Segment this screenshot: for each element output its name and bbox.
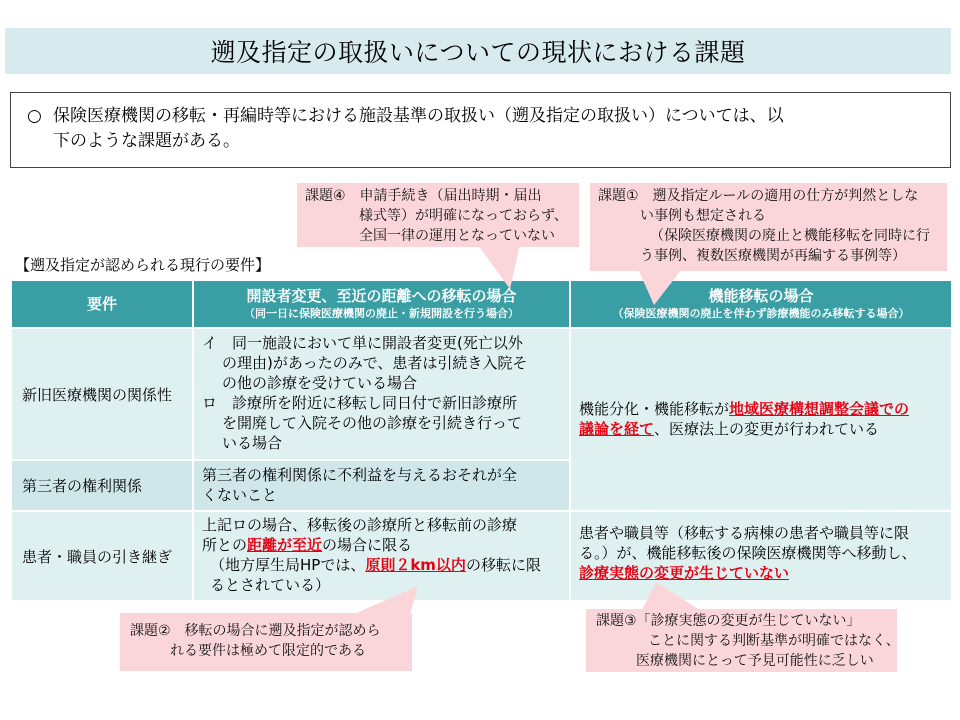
relationship-i-line-3: の他の診療を受けている場合	[222, 374, 418, 392]
row-label-third-party: 第三者の権利関係	[12, 461, 192, 510]
handover-line-1: 上記ロの場合、移転後の診療所と移転前の診療	[202, 516, 518, 534]
handover-line-4: るとされている）	[210, 576, 331, 594]
func-handover-line-1: 患者や職員等（移転する病棟の患者や職員等に限	[579, 524, 910, 542]
cell-third-party-owner-change	[194, 461, 569, 510]
relationship-i-line-1: イ 同一施設において単に開設者変更(死亡以外	[202, 334, 523, 352]
intro-line-2: 下のような課題がある。	[53, 131, 240, 151]
handover-line-3-a: （地方厚生局HPでは、	[210, 556, 366, 574]
callout-issue-3	[586, 609, 900, 672]
third-party-line-2: くないこと	[202, 486, 278, 504]
handover-line-2-b: の場合に限る	[322, 536, 413, 554]
cell-function-transfer-relationship	[571, 329, 951, 510]
callout-1-line-2: い事例も想定される	[640, 208, 766, 224]
callout-3-line-2: ことに関する判断基準が明確ではなく、	[648, 633, 900, 649]
callout-issue-4	[297, 183, 579, 247]
handover-emphasis-2km: 原則２km以内	[365, 556, 466, 574]
callout-4-tail	[470, 245, 530, 291]
header-function-transfer	[571, 281, 951, 327]
callout-1-line-4: う事例、複数医療機関が再編する事例等）	[640, 248, 906, 264]
func-emphasis-no-change: 診療実態の変更が生じていない	[579, 564, 790, 582]
handover-emphasis-distance: 距離が至近	[247, 536, 323, 554]
row-label-relationship: 新旧医療機関の関係性	[12, 329, 192, 459]
callout-2-line-2: れる要件は極めて限定的である	[170, 643, 366, 659]
header-requirement: 要件	[12, 281, 192, 327]
relationship-ro-line-1: ロ 診療所を附近に移転し同日付で新旧診療所	[202, 394, 518, 412]
callout-1-tail	[632, 269, 692, 307]
callout-3-tail	[640, 582, 710, 612]
func-handover-line-2: る。）が、機能移転後の保険医療機関等へ移動し、	[579, 544, 917, 562]
callout-3-line-1: 課題③「診療実態の変更が生じていない」	[596, 613, 861, 629]
callout-4-line-1: 課題④ 申請手続き（届出時期・届出	[305, 188, 542, 204]
callout-3-line-3: 医療機関にとって予見可能性に乏しい	[636, 653, 874, 669]
cell-relationship-owner-change	[194, 329, 569, 459]
func-line-1-text: 機能分化・機能移転が	[579, 400, 730, 418]
section-label: 【遡及指定が認められる現行の要件】	[15, 256, 271, 274]
callout-2-line-1: 課題② 移転の場合に遡及指定が認めら	[130, 623, 381, 639]
row-label-handover: 患者・職員の引き継ぎ	[12, 512, 192, 600]
header-owner-change-sub: （同一日に保険医療機関の廃止・新規開設を行う場合）	[244, 307, 519, 320]
cell-handover-function-transfer	[571, 512, 951, 600]
func-emphasis-regional-meeting: 地域医療構想調整会議での	[729, 400, 910, 418]
relationship-ro-line-2: を開廃して入院その他の診療を引続き行って	[222, 414, 523, 432]
callout-issue-1	[590, 183, 947, 271]
func-line-2-text: 、医療法上の変更が行われている	[654, 420, 880, 438]
intro-bullet: ○	[27, 106, 42, 126]
header-function-transfer-main: 機能移転の場合	[708, 287, 814, 305]
relationship-ro-line-3: いる場合	[222, 434, 283, 452]
callout-issue-2	[120, 613, 412, 671]
intro-line-1: 保険医療機関の移転・再編時等における施設基準の取扱い（遡及指定の取扱い）については、以	[53, 106, 784, 126]
callout-4-line-2: 様式等）が明確になっておらず、	[359, 208, 568, 224]
callout-2-tail	[352, 586, 422, 616]
relationship-i-line-2: の理由)があったのみで、患者は引続き入院そ	[222, 354, 528, 372]
func-emphasis-discussion: 議論を経て	[579, 420, 655, 438]
handover-line-3-b: の移転に限	[465, 556, 541, 574]
intro-box	[10, 92, 951, 168]
third-party-line-1: 第三者の権利関係に不利益を与えるおそれが全	[202, 466, 518, 484]
callout-1-line-1: 課題① 遡及指定ルールの適用の仕方が判然としな	[598, 188, 919, 204]
callout-1-line-3: （保険医療機関の廃止と機能移転を同時に行	[650, 228, 930, 244]
callout-4-line-3: 全国一律の運用となっていない	[359, 228, 555, 244]
handover-line-2-a: 所との	[202, 536, 248, 554]
header-function-transfer-sub: （保険医療機関の廃止を伴わず診療機能のみ移転する場合）	[612, 307, 910, 320]
header-owner-change-main: 開設者変更、至近の距離への移転の場合	[246, 287, 517, 305]
page-title: 遡及指定の取扱いについての現状における課題	[5, 28, 951, 74]
